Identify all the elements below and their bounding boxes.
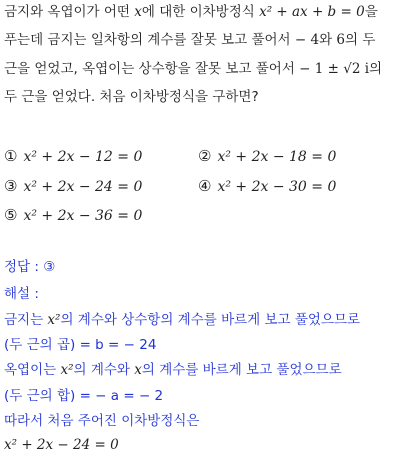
math-term: x² (60, 362, 74, 378)
explanation-text: 의 계수를 바르게 보고 풀었으므로 (141, 362, 342, 378)
explanation-line-1 (4, 310, 360, 330)
explanation-line-3 (4, 360, 342, 380)
sum-of-roots: (두 근의 합) = − a = − 2 (4, 388, 164, 404)
explanation-label: 해설 : (4, 286, 39, 302)
problem-text: 와 (319, 32, 337, 48)
choice-equation: x² + 2x − 24 = 0 (23, 179, 143, 195)
choice-number: ④ (198, 177, 212, 195)
explanation-line-2 (4, 335, 156, 355)
choice-equation: x² + 2x − 18 = 0 (217, 149, 337, 165)
math-term: x² (47, 312, 61, 328)
choice-4[interactable] (198, 176, 336, 197)
problem-text: 금지와 옥엽이가 어떤 (4, 4, 135, 20)
problem-text: 을 (364, 4, 378, 20)
final-equation: x² + 2x − 24 = 0 (4, 437, 119, 453)
explanation-line-4 (4, 386, 163, 406)
problem-text: 근을 얻었고, 옥엽이는 상수항을 잘못 보고 풀어서 (4, 61, 300, 77)
math-value: 6 (336, 32, 345, 48)
product-of-roots: (두 근의 곱) = b = − 24 (4, 337, 157, 353)
problem-line-4 (4, 87, 259, 107)
explanation-text: 의 계수와 (73, 362, 135, 378)
choice-3[interactable] (4, 176, 142, 197)
explanation-text: 따라서 처음 주어진 이차방정식은 (4, 413, 200, 429)
problem-line-3 (4, 59, 382, 79)
choice-equation: x² + 2x − 36 = 0 (23, 208, 143, 224)
math-value: − 4 (294, 32, 320, 48)
math-var: x (134, 4, 142, 20)
choice-number: ③ (4, 177, 18, 195)
choice-number: ⑤ (4, 206, 18, 224)
explanation-line-5 (4, 411, 199, 431)
explanation-line-6 (4, 435, 119, 455)
choice-5[interactable] (4, 205, 142, 226)
explanation-text: 금지는 (4, 312, 48, 328)
choice-2[interactable] (198, 146, 336, 167)
problem-line-1 (4, 2, 378, 22)
choice-equation: x² + 2x − 30 = 0 (217, 179, 337, 195)
choice-1[interactable] (4, 146, 142, 167)
problem-line-2 (4, 30, 375, 50)
answer-label: 정답 : ③ (4, 259, 56, 275)
problem-text: 의 두 (345, 32, 376, 48)
problem-question: 두 근을 얻었다. 처음 이차방정식을 구하면? (4, 89, 259, 105)
problem-text: 에 대한 이차방정식 (141, 4, 260, 20)
choice-number: ① (4, 147, 18, 165)
choice-number: ② (198, 147, 212, 165)
explanation-text: 옥엽이는 (4, 362, 61, 378)
explanation-text: 의 계수와 상수항의 계수를 바르게 보고 풀었으므로 (60, 312, 361, 328)
problem-text: 의 (369, 61, 383, 77)
problem-text: 푸는데 금지는 일차항의 계수를 잘못 보고 풀어서 (4, 32, 295, 48)
equation: x² + ax + b = 0 (259, 4, 365, 20)
choice-equation: x² + 2x − 12 = 0 (23, 149, 143, 165)
math-roots: − 1 ± √2 i (299, 61, 370, 77)
math-term: x (134, 362, 142, 378)
